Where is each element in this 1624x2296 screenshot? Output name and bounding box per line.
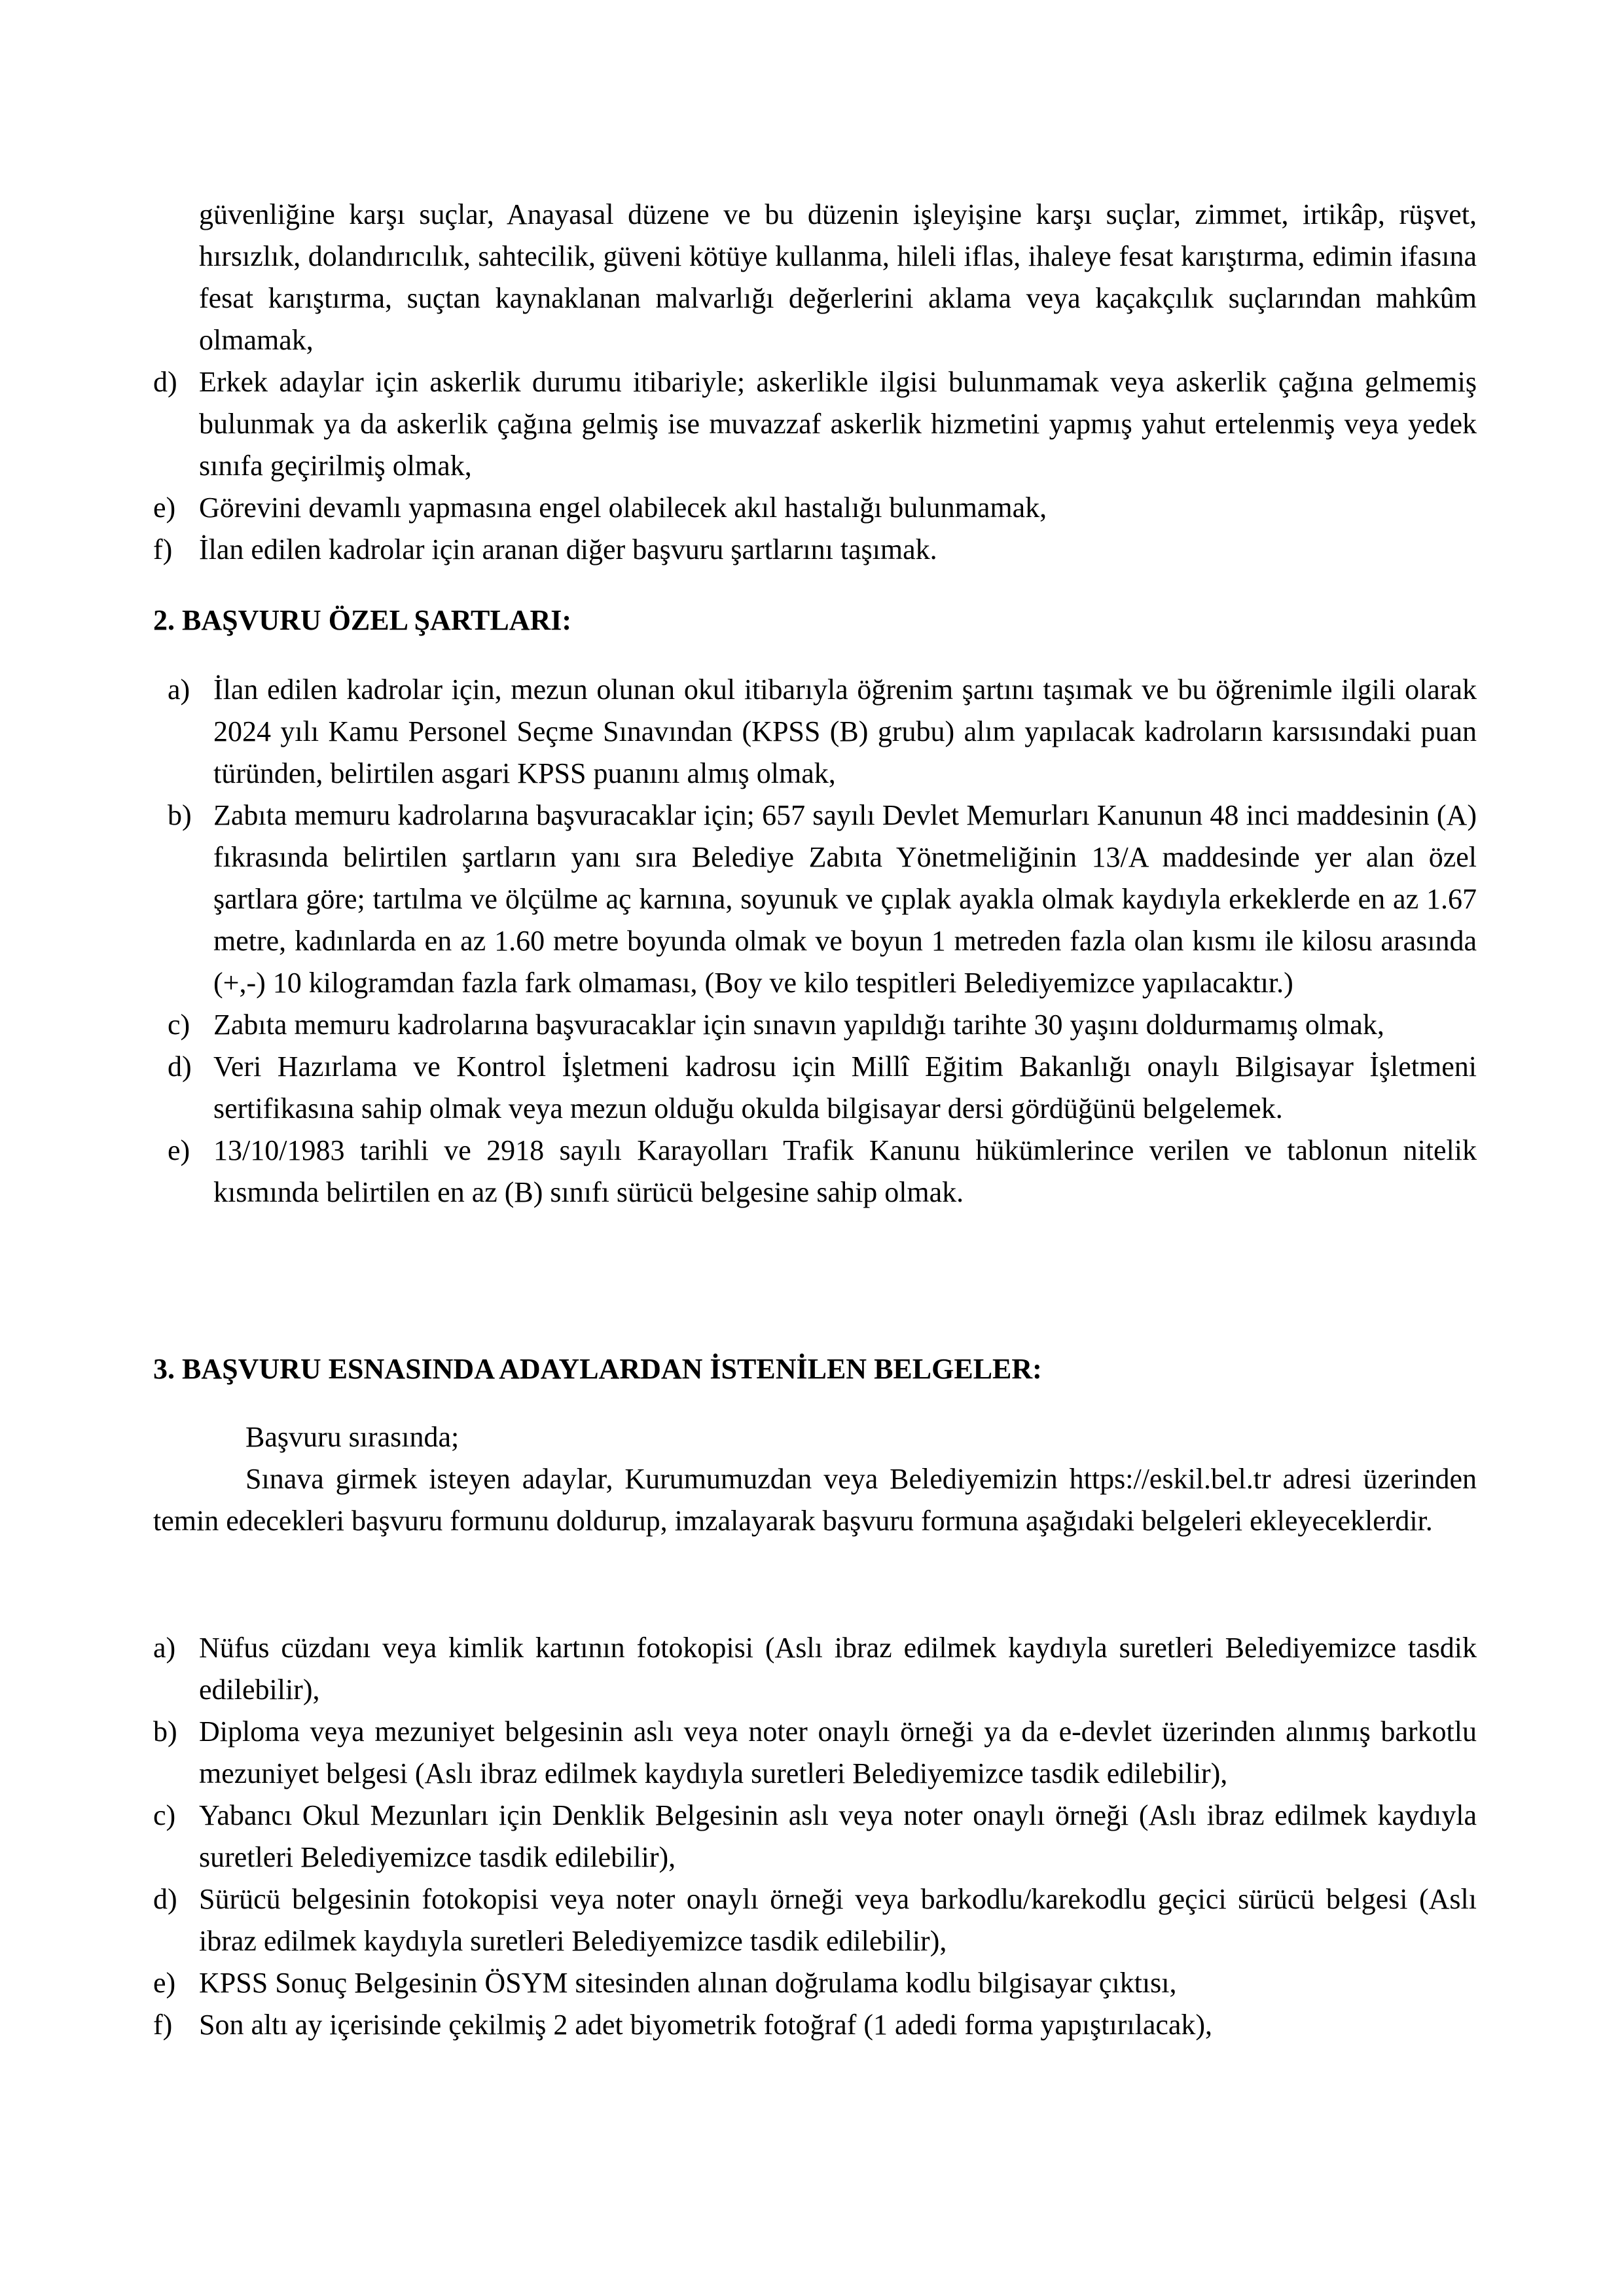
- list-item: [153, 1627, 1477, 1711]
- continuation-text: güvenliğine karşı suçlar, Anayasal düzene ve bu düzenin işleyişine karşı suçlar, zimmet, irtikâp, rüşvet, hırsızlık, dolandırıcılık, sahtecilik, güveni kötüye kullanma, hileli iflas, ihaleye fesat karıştırma, edimin ifasına fesat karıştırma, suçtan kaynaklanan malvarlığı değerlerini aklama veya kaçakçılık suçlarından mahkûm olmamak,: [199, 198, 1477, 356]
- list-item: [153, 669, 1477, 795]
- item-text: İlan edilen kadrolar için aranan diğer başvuru şartlarını taşımak.: [199, 533, 937, 565]
- item-text: Zabıta memuru kadrolarına başvuracaklar için sınavın yapıldığı tarihte 30 yaşını doldurmamış olmak,: [213, 1009, 1384, 1041]
- item-text: İlan edilen kadrolar için, mezun olunan okul itibarıyla öğrenim şartını taşımak ve bu öğrenimle ilgili olarak 2024 yılı Kamu Personel Seçme Sınavından (KPSS (B) grubu) alım yapılacak kadroların karsısındaki puan türünden, belirtilen asgari KPSS puanını almış olmak,: [213, 673, 1477, 789]
- section-2-list: [153, 669, 1477, 1213]
- list-item: [153, 1962, 1477, 2004]
- list-item: [153, 361, 1477, 487]
- item-text: Son altı ay içerisinde çekilmiş 2 adet biyometrik fotoğraf (1 adedi forma yapıştırılacak),: [199, 2009, 1213, 2041]
- item-text: Erkek adaylar için askerlik durumu itibariyle; askerlikle ilgisi bulunmamak veya askerlik çağına gelmemiş bulunmak ya da askerlik çağına gelmiş ise muvazzaf askerlik hizmetini yapmış yahut ertelenmiş veya yedek sınıfa geçirilmiş olmak,: [199, 366, 1477, 482]
- item-text: Sürücü belgesinin fotokopisi veya noter onaylı örneği veya barkodlu/karekodlu geçici sürücü belgesi (Aslı ibraz edilmek kaydıyla suretleri Belediyemizce tasdik edilebilir),: [199, 1883, 1477, 1957]
- intro-line: Başvuru sırasında;: [245, 1421, 460, 1453]
- section-3-intro: [153, 1416, 1477, 1542]
- list-item: [153, 529, 1477, 571]
- section-2-heading: 2. BAŞVURU ÖZEL ŞARTLARI:: [153, 604, 572, 636]
- item-letter: f): [153, 2009, 173, 2041]
- item-letter: b): [168, 799, 192, 831]
- continuation-paragraph: [153, 194, 1477, 361]
- item-letter: a): [168, 673, 190, 706]
- item-letter: c): [153, 1799, 176, 1831]
- item-letter: c): [168, 1009, 190, 1041]
- item-text: Diploma veya mezuniyet belgesinin aslı veya noter onaylı örneği ya da e-devlet üzerinden alınmış barkotlu mezuniyet belgesi (Aslı ibraz edilmek kaydıyla suretleri Belediyemizce tasdik edilebilir),: [199, 1715, 1477, 1789]
- list-item: [153, 1711, 1477, 1795]
- item-letter: d): [153, 1883, 177, 1915]
- list-item: [153, 795, 1477, 1004]
- list-item: [153, 2004, 1477, 2046]
- list-item: [153, 1878, 1477, 1962]
- list-item: [153, 1130, 1477, 1213]
- item-letter: e): [153, 492, 176, 524]
- item-text: Nüfus cüzdanı veya kimlik kartının fotokopisi (Aslı ibraz edilmek kaydıyla suretleri Belediyemizce tasdik edilebilir),: [199, 1632, 1477, 1706]
- list-item: [153, 1046, 1477, 1130]
- item-letter: e): [153, 1967, 176, 1999]
- item-text: Veri Hazırlama ve Kontrol İşletmeni kadrosu için Millî Eğitim Bakanlığı onaylı Bilgisayar İşletmeni sertifikasına sahip olmak veya mezun olduğu okulda bilgisayar dersi gördüğünü belgelemek.: [213, 1050, 1477, 1124]
- item-letter: a): [153, 1632, 176, 1664]
- list-item: [153, 1795, 1477, 1878]
- item-letter: b): [153, 1715, 177, 1748]
- item-text: 13/10/1983 tarihli ve 2918 sayılı Karayolları Trafik Kanunu hükümlerince verilen ve tablonun nitelik kısmında belirtilen en az (B) sınıfı sürücü belgesine sahip olmak.: [213, 1134, 1477, 1208]
- item-letter: d): [153, 366, 177, 398]
- list-item: [153, 487, 1477, 529]
- item-text: Yabancı Okul Mezunları için Denklik Belgesinin aslı veya noter onaylı örneği (Aslı ibraz edilmek kaydıyla suretleri Belediyemizce tasdik edilebilir),: [199, 1799, 1477, 1873]
- list-item: [153, 1004, 1477, 1046]
- item-text: KPSS Sonuç Belgesinin ÖSYM sitesinden alınan doğrulama kodlu bilgisayar çıktısı,: [199, 1967, 1177, 1999]
- item-text: Görevini devamlı yapmasına engel olabilecek akıl hastalığı bulunmamak,: [199, 492, 1047, 524]
- item-letter: e): [168, 1134, 190, 1166]
- general-conditions-list: [153, 361, 1477, 571]
- item-text: Zabıta memuru kadrolarına başvuracaklar için; 657 sayılı Devlet Memurları Kanunun 48 inci maddesinin (A) fıkrasında belirtilen şartların yanı sıra Belediye Zabıta Yönetmeliğinin 13/A maddesinde yer alan özel şartlara göre; tartılma ve ölçülme aç karnına, soyunuk ve çıplak ayakla olmak kaydıyla erkeklerde en az 1.67 metre, kadınlarda en az 1.60 metre boyunda olmak ve boyun 1 metreden fazla olan kısmı ile kilosu arasında (+,-) 10 kilogramdan fazla fark olmaması, (Boy ve kilo tespitleri Belediyemizce yapılacaktır.): [213, 799, 1477, 999]
- section-3-heading: 3. BAŞVURU ESNASINDA ADAYLARDAN İSTENİLEN BELGELER:: [153, 1353, 1042, 1385]
- section-3-list: [153, 1627, 1477, 2046]
- item-letter: f): [153, 533, 173, 565]
- intro-paragraph: Sınava girmek isteyen adaylar, Kurumumuzdan veya Belediyemizin https://eskil.bel.tr adresi üzerinden temin edecekleri başvuru formunu doldurup, imzalayarak başvuru formuna aşağıdaki belgeleri ekleyeceklerdir.: [153, 1463, 1477, 1537]
- item-letter: d): [168, 1050, 192, 1083]
